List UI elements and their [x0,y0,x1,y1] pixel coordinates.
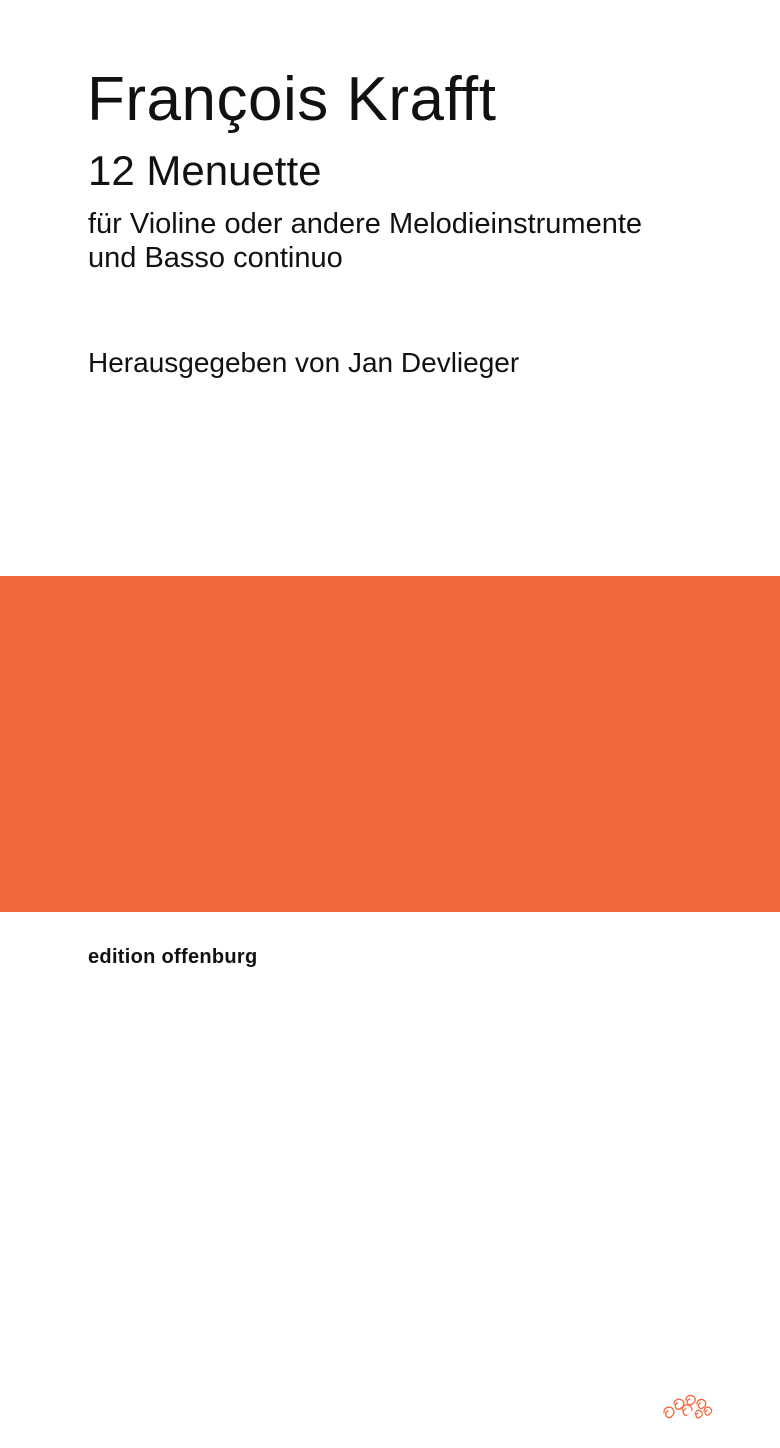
publisher-name: edition offenburg [88,946,258,968]
subtitle [88,207,642,275]
edition-offenburg-tree-logo-icon [655,1392,717,1448]
subtitle-line-2: und Basso continuo [88,242,343,274]
logo-letter-e: e [658,1427,669,1447]
author-name: François Krafft [87,65,497,134]
subtitle-line-1: für Violine oder andere Melodieinstrumente [88,208,643,240]
editor-credit: Herausgegeben von Jan Devlieger [88,347,520,378]
logo-letter-o: o [696,1427,707,1447]
work-title: 12 Menuette [88,147,322,194]
